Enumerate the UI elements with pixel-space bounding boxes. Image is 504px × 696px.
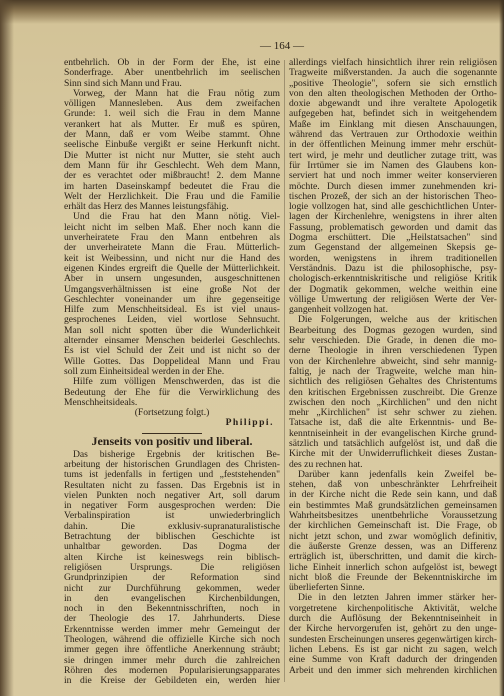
paragraph	[64, 58, 280, 89]
text-line: in den evangelischen Kirchenbildungen,	[64, 593, 280, 604]
text-line: möchte. Durch diesen immer zunehmenden kri-	[289, 181, 497, 192]
text-line: Menschheitsideals.	[64, 397, 138, 408]
text-line: Darüber kann jedenfalls kein Zweifel be-	[298, 469, 497, 480]
text-line: zum Gegenstand der allgemeinen Skepsis ge-	[289, 243, 497, 254]
text-line: allerdings vielfach hinsichtlich ihrer rein religiösen	[289, 58, 497, 68]
text-line: Kirche mit der Unwiderruflichkeit dieses Zustan-	[289, 449, 497, 460]
paragraph	[289, 58, 497, 315]
text-line: doxie abgewandt und ihre veraltete Apologetik	[289, 99, 497, 110]
text-line: Vorweg, der Mann hat die Frau nötig zum	[73, 88, 280, 99]
text-line: immer gegen ihre öffentliche Anerkennung sträubt;	[64, 645, 280, 656]
text-line: Theologen, während die offizielle Kirche sich noch	[64, 635, 280, 646]
text-line: Grundprinzipien der Reformation sind	[64, 573, 280, 584]
text-line: tischen Prozeß, der sich an der historischen Theo-	[289, 191, 497, 202]
text-line: noch in den Bekenntnisschriften, noch in	[64, 604, 280, 615]
text-line: während das Vertrauen zur Orthodoxie weithin	[289, 130, 497, 141]
paragraph	[64, 450, 280, 687]
text-line: vielen Punkten noch negativer Art, soll darum	[64, 490, 280, 501]
text-line: sätzlich und tatsächlich aufgelöst ist, und daß die	[289, 438, 497, 449]
text-line: in der öffentlichen Meinung immer mehr erschüt-	[289, 140, 497, 151]
text-line: der kirchlichen Gemeinschaft ist. Die Frage, ob	[289, 521, 497, 532]
text-line: Es ist viel Schuld der Zeit und ist nicht so der	[64, 346, 280, 357]
text-line: im harten Daseinskampf bedeutet die Frau die	[64, 181, 280, 192]
text-line: soll zum Einheitsideal werden in der Ehe.	[64, 366, 225, 377]
text-line: des zu rechnen hat.	[289, 459, 363, 470]
text-line: völligen Mannesleben. Aus dem zweifachen	[64, 99, 280, 110]
paragraph	[289, 315, 497, 469]
text-line: Bearbeitung des Dogmas gezogen wurden, sind	[289, 325, 497, 336]
text-line: nicht jetzt schon, und zwar womöglich definitiv,	[289, 531, 497, 542]
text-line: seelische Einbuße vergißt er seine Herkunft nicht.	[64, 140, 280, 151]
text-line: mehr „Kirchlichen" ist sehr schwer zu ziehen.	[289, 408, 497, 419]
text-line: Die in den letzten Jahren immer stärker her-	[298, 593, 497, 604]
text-line: sehr verschieden. Die Grade, in denen die mo-	[289, 336, 497, 347]
text-line: tert wird, je mehr und deutlicher zutage tritt, was	[289, 150, 497, 161]
text-line: zwischen den noch „Kirchlichen" und den nicht	[289, 397, 497, 408]
right-column	[289, 58, 497, 676]
text-line: entbehrlich. Ob in der Form der Ehe, ist eine	[64, 58, 280, 68]
text-line: liche Einheit innerlich schon aufgelöst ist, bewegt	[289, 562, 497, 573]
text-line: Geschlechter voneinander um ihre gegenseitige	[64, 294, 280, 305]
article-body-continued	[289, 58, 497, 676]
continuation-note: (Fortsetzung folgt.)	[134, 407, 210, 419]
text-line: derne Theologie in ihren verschiedenen Typen	[289, 346, 497, 357]
text-line: der unverheiratete Mann die Frau. Mütterlich-	[64, 243, 280, 254]
paragraph	[289, 593, 497, 675]
text-line: kenntniseinheit in der evangelischen Kirche grund-	[289, 428, 497, 439]
text-line: von der Kirchenlehre abweicht, sind sehr mannig-	[289, 356, 497, 367]
text-line: dem Mann für ihr Geschlecht. Weh dem Mann,	[64, 160, 280, 171]
text-line: völlige Umwertung der religiösen Werte der Ver-	[289, 294, 497, 305]
text-line: die äußerste Grenze dessen, was an Differenz	[289, 541, 497, 552]
text-line: leicht nicht im selben Maß. Eher noch kann die	[64, 222, 280, 233]
text-line: lagen der Kirchenlehre, wenigstens in ihrer alten	[289, 212, 497, 223]
text-line: logie vollzogen hat, sind alle geschichtlichen Unter-	[289, 202, 497, 213]
text-line: erträglich ist, überschritten, und damit die kirch-	[289, 552, 497, 563]
text-line: tums ist jedenfalls in fertigen und „feststehenden"	[64, 470, 280, 481]
text-line: Grunde: 1. weil sich die Frau in dem Manne	[64, 109, 280, 120]
text-line: arbeitung der historischen Grundlagen des Christen-	[64, 459, 280, 470]
paragraph	[64, 212, 280, 377]
author-signature: Philippi.	[225, 417, 274, 429]
text-line: unverheiratete Frau den Mann entbehren als	[64, 233, 280, 244]
text-line: erhält das Herz des Mannes leistungsfähig.	[64, 202, 229, 213]
text-line: Dogma erschüttert. Die „Heilstatsachen" sind	[289, 233, 497, 244]
text-line: Hilfe zum völligen Menschwerden, das ist die	[73, 377, 280, 388]
text-line: in die Kreise der Gebildeten ein, werden hier	[64, 676, 280, 687]
text-line: überlieferten Sinne.	[289, 583, 365, 594]
text-line: eigenen Kindes ergreift die Quelle der Mütterlichkeit.	[64, 263, 280, 274]
text-line: religiösen Ursprungs. Die religiösen	[64, 562, 280, 573]
text-line: gangenheit vollzogen hat.	[289, 305, 388, 316]
text-line: verankert hat als Mutter. Er muß es spüren,	[64, 119, 280, 130]
scan-edge-left	[0, 0, 14, 696]
text-line: Betrachtung der biblischen Geschichte ist	[64, 532, 280, 543]
text-line: lichen Lebens. Es ist gar nicht zu sagen, welch	[289, 644, 497, 655]
text-line: chologisch-erkenntniskritische und religiöse Kritik	[289, 274, 497, 285]
text-line: Tatsache ist, daß die alte Erkenntnis- und Be-	[289, 418, 497, 429]
text-line: Röhren des modernen Popularisierungsapparates	[64, 665, 280, 676]
text-line: unhaltbar geworden. Das Dogma der	[64, 542, 280, 553]
text-line: für Irrtümer sie im Namen des Glaubens kon-	[289, 160, 497, 171]
text-line: gesprochenes Leiden, viel wortlose Sehnsucht.	[64, 315, 280, 326]
text-line: Verständnis. Dazu ist die philosophische, psy-	[289, 263, 497, 274]
page-number: — 164 —	[260, 40, 304, 52]
text-line: Sonderfrage. Aber unentbehrlich im seelischen	[64, 68, 280, 79]
text-line: in der Kirche nicht die Rede sein kann, und daß	[289, 490, 497, 501]
text-line: der Theologie des 17. Jahrhunderts. Diese	[64, 614, 280, 625]
text-line: Maße im Einklang mit diesen Anschauungen,	[289, 119, 497, 130]
text-line: nicht zur Durchführung gekommen, weder	[64, 583, 280, 594]
text-line: der Mann, daß er vom Weibe stammt. Ohne	[64, 130, 280, 141]
paragraph	[64, 89, 280, 213]
text-line: in negativer Form ausgesprochen werden: Die	[64, 501, 280, 512]
text-line: Man soll nicht spotten über die Wunderlichkeit	[64, 325, 280, 336]
text-line: sie dringen immer mehr durch die zahlreichen	[64, 655, 280, 666]
article-continued-body	[64, 58, 280, 408]
text-line: der Kirche hervorgerufen ist, gehört zu den unge-	[289, 624, 497, 635]
text-line: alternder einsamer Menschen beiderlei Geschlechts.	[64, 336, 280, 347]
left-column	[64, 58, 280, 687]
scan-edge-top	[0, 0, 504, 24]
text-line: aufgegeben hat, befindet sich in weitgehendem	[289, 109, 497, 120]
text-line: Und die Frau hat den Mann nötig. Viel-	[73, 212, 280, 223]
text-line: Bedeutung der Ehe für die Verwirklichung des	[64, 387, 280, 398]
text-line: „positive Theologie", sofern sie sich ernstlich	[289, 78, 497, 89]
text-line: durch die Auflösung der Bekenntniseinheit in	[289, 614, 497, 625]
text-line: dahin. Die exklusiv-supranaturalistische	[64, 521, 280, 532]
scan-edge-right	[499, 0, 504, 696]
text-line: Umgangsverhältnissen ist eine große Not der	[64, 284, 280, 295]
text-line: Hilfe zum Menschheitsideal. Es ist viel unaus-	[64, 305, 280, 316]
text-line: Wille Gottes. Das Doppelideal Mann und Frau	[64, 356, 280, 367]
text-line: Wahrheitsbesitzes unentbehrliche Voraussetzung	[289, 511, 497, 522]
text-line: stehen, daß von unbeschränkter Lehrfreiheit	[289, 480, 497, 491]
column-rule	[284, 60, 285, 682]
text-line: sichtlich des religiösen Gehaltes des Christentums	[289, 377, 497, 388]
text-line: worden, wenigstens in ihrem traditionellen	[289, 253, 497, 264]
text-line: Sinn sind sich Mann und Frau.	[64, 78, 182, 89]
text-line: Das bisherige Ergebnis der kritischen Be-	[73, 449, 280, 460]
text-line: Tragweite mißverstanden. Ja auch die sogenannte	[289, 68, 497, 79]
text-line: keit ist Weibessinn, und nicht nur die Hand des	[64, 253, 280, 264]
text-line: nicht bloß die Freunde der Bekenntniskirche im	[289, 572, 497, 583]
paragraph	[289, 470, 497, 594]
text-line: Welt der Herzlichkeit. Die Frau und die Familie	[64, 191, 280, 202]
text-line: Resultaten nicht zu fassen. Das Ergebnis ist in	[64, 480, 280, 491]
text-line: der es verachtet oder mißbraucht! 2. dem Manne	[64, 171, 280, 182]
text-line: serviert hat und noch immer weiter konservieren	[289, 171, 497, 182]
text-line: Aber in unsern ungesunden, ausgeschnittenen	[64, 274, 280, 285]
article-title: Jenseits von positiv und liberal.	[91, 433, 253, 448]
text-line: Die Folgerungen, welche aus der kritischen	[298, 315, 497, 326]
text-line: Erkenntnisse werden immer mehr Gemeingut der	[64, 624, 280, 635]
text-line: Arbeit und den immer sich mehrenden kirchlichen	[289, 665, 497, 676]
text-line: vorgetretene kirchenpolitische Aktivität, welche	[289, 603, 497, 614]
text-line: ein bestimmtes Maß grundsätzlichen gemeinsamen	[289, 500, 497, 511]
text-line: Fassung, problematisch geworden und damit das	[289, 222, 497, 233]
text-line: Verbalinspiration ist unwiederbringlich	[64, 511, 280, 522]
text-line: Die Mutter ist nicht nur Mutter, sie steht auch	[64, 150, 280, 161]
text-line: von den alten theologischen Methoden der Ortho-	[289, 88, 497, 99]
text-line: sundesten Erscheinungen unseres gegenwärtigen kirch-	[289, 634, 497, 645]
text-line: den kritischen Ergebnissen zuschreibt. Die Grenze	[289, 387, 497, 398]
paragraph	[64, 377, 280, 408]
article-body	[64, 450, 280, 687]
text-line: eine Summe von Kraft dadurch der dringenden	[289, 655, 497, 666]
text-line: faltig, je nach der Tragweite, welche man hin-	[289, 366, 497, 377]
text-line: alten Kirche ist keineswegs rein biblisch-	[64, 552, 280, 563]
text-line: der Dogmatik gekommen, welche weithin eine	[289, 284, 497, 295]
